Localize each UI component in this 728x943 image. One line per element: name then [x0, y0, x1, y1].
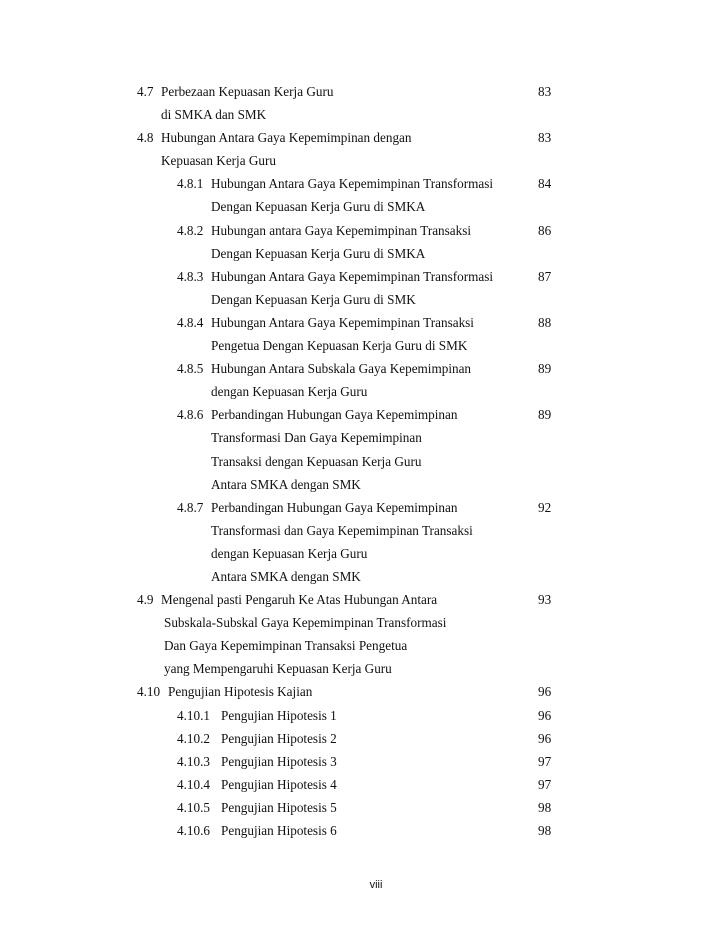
toc-subentry	[0, 750, 728, 773]
toc-entry-continuation	[0, 634, 728, 657]
toc-entry-title: Hubungan Antara Gaya Kepemimpinan Transformasi	[211, 176, 494, 192]
toc-entry-page: 97	[538, 753, 552, 769]
toc-subentry	[0, 311, 728, 334]
toc-entry-title: Pengujian Hipotesis 5	[221, 799, 337, 815]
toc-entry-title: Dengan Kepuasan Kerja Guru di SMK	[211, 291, 416, 307]
toc-entry-title: dengan Kepuasan Kerja Guru	[211, 384, 368, 400]
toc-entry-page: 98	[538, 823, 552, 838]
toc-entry-page: 96	[538, 684, 552, 700]
toc-entry-title: Hubungan Antara Subskala Gaya Kepemimpinan	[211, 361, 472, 377]
toc-subentry	[0, 727, 728, 750]
toc-subentry	[0, 219, 728, 242]
toc-subentry	[0, 704, 728, 727]
toc-entry-title: Mengenal pasti Pengaruh Ke Atas Hubungan Antara	[161, 592, 438, 608]
toc-subentry	[0, 357, 728, 380]
toc-entry-title: Pengetua Dengan Kepuasan Kerja Guru di SMK	[211, 338, 468, 354]
toc-entry	[0, 680, 728, 703]
toc-entry-continuation	[0, 334, 728, 357]
toc-entry-title: Hubungan antara Gaya Kepemimpinan Transaksi	[211, 222, 472, 238]
toc-entry-page: 89	[538, 407, 552, 423]
toc-entry-continuation	[0, 450, 728, 473]
toc-subentry	[0, 172, 728, 195]
toc-entry-title: Perbandingan Hubungan Gaya Kepemimpinan	[211, 499, 458, 515]
toc-entry-title: Pengujian Hipotesis 2	[221, 730, 337, 746]
toc-entry-continuation	[0, 565, 728, 588]
toc-entry-number: 4.10.1	[177, 707, 210, 723]
toc-entry-title: dengan Kepuasan Kerja Guru	[211, 545, 368, 561]
toc-subentry	[0, 403, 728, 426]
toc-entry-title: Perbezaan Kepuasan Kerja Guru	[161, 84, 334, 99]
toc-entry-title: Perbandingan Hubungan Gaya Kepemimpinan	[211, 407, 458, 423]
toc-entry-number: 4.8.5	[177, 361, 204, 377]
toc-entry-title: yang Mempengaruhi Kepuasan Kerja Guru	[164, 661, 392, 677]
toc-entry-continuation	[0, 611, 728, 634]
toc-entry-page: 92	[538, 499, 552, 515]
toc-entry-page: 97	[538, 776, 552, 792]
toc-entry-number: 4.8.4	[177, 314, 204, 330]
toc-entry-continuation	[0, 195, 728, 218]
toc-entry-page: 96	[538, 730, 552, 746]
toc-entry-number: 4.8.1	[177, 176, 204, 192]
toc-entry-number: 4.10.5	[177, 799, 210, 815]
toc-subentry	[0, 773, 728, 796]
table-of-contents	[0, 80, 728, 842]
toc-entry-title: Pengujian Hipotesis 3	[221, 753, 337, 769]
toc-entry-page: 83	[538, 130, 552, 146]
toc-entry-number: 4.10.3	[177, 753, 210, 769]
toc-entry-continuation	[0, 103, 728, 126]
toc-entry-title: Transformasi dan Gaya Kepemimpinan Transaksi	[211, 522, 473, 538]
toc-entry-title: Subskala-Subskal Gaya Kepemimpinan Transformasi	[164, 615, 447, 631]
toc-entry-continuation	[0, 288, 728, 311]
toc-entry-title: Antara SMKA dengan SMK	[211, 568, 361, 584]
toc-subentry	[0, 819, 728, 842]
toc-entry-continuation	[0, 473, 728, 496]
toc-entry-continuation	[0, 426, 728, 449]
toc-entry-number: 4.8.2	[177, 222, 204, 238]
toc-entry-page: 87	[538, 268, 552, 284]
toc-subentry	[0, 265, 728, 288]
toc-entry-continuation	[0, 380, 728, 403]
toc-entry-title: Pengujian Hipotesis Kajian	[168, 684, 313, 700]
toc-subentry	[0, 796, 728, 819]
toc-subentry	[0, 496, 728, 519]
toc-entry-continuation	[0, 149, 728, 172]
toc-entry-number: 4.10.4	[177, 776, 210, 792]
toc-entry-number: 4.10.2	[177, 730, 210, 746]
toc-entry-page: 93	[538, 592, 552, 608]
toc-entry-title: Dengan Kepuasan Kerja Guru di SMKA	[211, 199, 426, 215]
toc-entry-page: 84	[538, 176, 552, 192]
toc-entry-number: 4.9	[137, 592, 154, 608]
toc-entry-title: Pengujian Hipotesis 4	[221, 776, 337, 792]
toc-entry-continuation	[0, 242, 728, 265]
toc-entry-continuation	[0, 519, 728, 542]
toc-entry-page: 98	[538, 799, 552, 815]
toc-entry-page: 88	[538, 314, 552, 330]
toc-entry-number: 4.7	[137, 84, 154, 99]
toc-entry-title: Transaksi dengan Kepuasan Kerja Guru	[211, 453, 422, 469]
toc-entry-number: 4.8.3	[177, 268, 204, 284]
toc-entry-number: 4.8	[137, 130, 154, 146]
toc-entry-title: Pengujian Hipotesis 6	[221, 823, 337, 838]
toc-entry-title: Antara SMKA dengan SMK	[211, 476, 361, 492]
toc-entry-title: Kepuasan Kerja Guru	[161, 153, 276, 169]
toc-entry-title: Dengan Kepuasan Kerja Guru di SMKA	[211, 245, 426, 261]
toc-entry-title: Hubungan Antara Gaya Kepemimpinan Transformasi	[211, 268, 494, 284]
toc-entry-page: 89	[538, 361, 552, 377]
toc-entry-title: di SMKA dan SMK	[161, 107, 267, 123]
toc-entry-continuation	[0, 542, 728, 565]
toc-entry-page: 96	[538, 707, 552, 723]
toc-entry	[0, 588, 728, 611]
toc-entry-number: 4.8.6	[177, 407, 204, 423]
toc-entry	[0, 126, 728, 149]
toc-entry	[0, 80, 728, 103]
toc-entry-title: Transformasi Dan Gaya Kepemimpinan	[211, 430, 422, 446]
page-number-footer: viii	[369, 879, 383, 891]
toc-entry-number: 4.8.7	[177, 499, 204, 515]
toc-entry-title: Dan Gaya Kepemimpinan Transaksi Pengetua	[164, 638, 408, 654]
toc-entry-title: Hubungan Antara Gaya Kepemimpinan Transaksi	[211, 314, 474, 330]
toc-entry-page: 83	[538, 84, 552, 99]
toc-entry-title: Pengujian Hipotesis 1	[221, 707, 337, 723]
toc-entry-continuation	[0, 657, 728, 680]
toc-entry-number: 4.10	[137, 684, 161, 700]
toc-entry-number: 4.10.6	[177, 823, 210, 838]
toc-entry-title: Hubungan Antara Gaya Kepemimpinan dengan	[161, 130, 412, 146]
toc-entry-page: 86	[538, 222, 552, 238]
